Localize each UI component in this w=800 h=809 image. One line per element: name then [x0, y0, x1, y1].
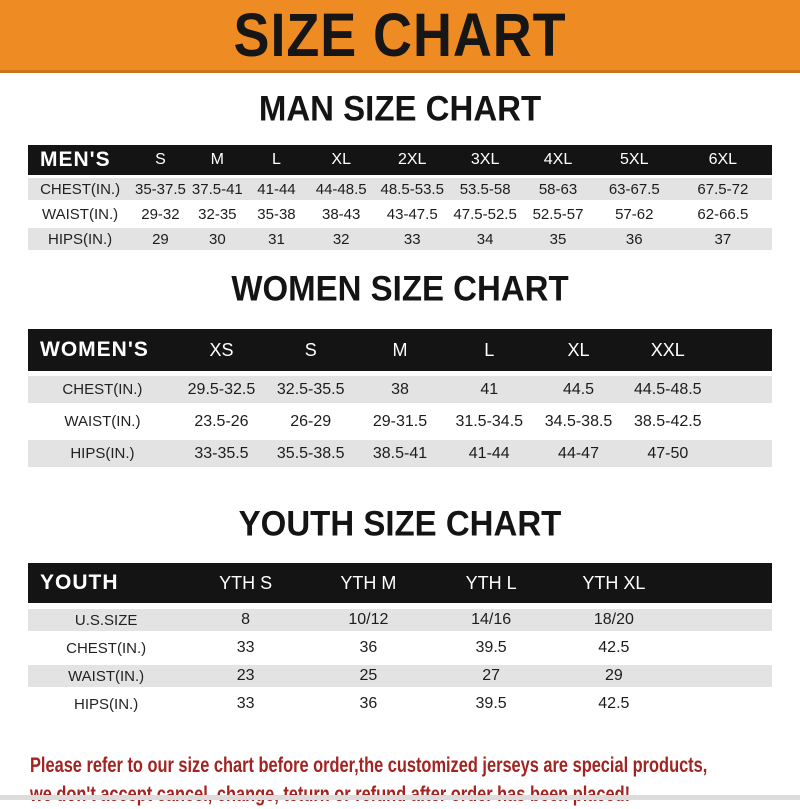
empty-cell [675, 637, 772, 659]
men-column-header-6xl: 6XL [674, 145, 772, 175]
cell: 32 [307, 228, 375, 250]
cell: 43-47.5 [375, 203, 449, 225]
cell: 58-63 [521, 178, 595, 200]
men-hips-row [28, 228, 772, 250]
cell: 53.5-58 [449, 178, 521, 200]
cell: 47-50 [623, 440, 712, 467]
youth-section [0, 505, 800, 721]
men-column-header-s: S [132, 145, 189, 175]
men-column-header-l: L [246, 145, 307, 175]
cell: 44.5 [534, 376, 623, 403]
cell: 35.5-38.5 [266, 440, 355, 467]
cell: 35-37.5 [132, 178, 189, 200]
cell: 47.5-52.5 [449, 203, 521, 225]
men-waist-row [28, 203, 772, 225]
footer-line-1: Please refer to our size chart before order,the customized jerseys are special products, [30, 754, 708, 777]
youth-size-table [28, 557, 772, 721]
empty-header-cell [675, 563, 772, 603]
empty-cell [712, 376, 772, 403]
cell: 29 [552, 665, 675, 687]
cell: 33-35.5 [177, 440, 266, 467]
men-section [0, 90, 800, 253]
cell: 30 [189, 228, 246, 250]
youth-chest-row [28, 637, 772, 659]
women-column-header-l: L [445, 329, 534, 371]
cell: 27 [430, 665, 553, 687]
cell: 34 [449, 228, 521, 250]
cell: 23 [184, 665, 307, 687]
youth-column-header-m: YTH M [307, 563, 430, 603]
women-section-heading: WOMEN SIZE CHART [231, 268, 569, 309]
youth-hips-row [28, 693, 772, 715]
men-column-header-5xl: 5XL [595, 145, 674, 175]
cell: 33 [184, 693, 307, 715]
cell: 29 [132, 228, 189, 250]
cell: 62-66.5 [674, 203, 772, 225]
row-label: HIPS(IN.) [28, 440, 177, 467]
empty-cell [675, 665, 772, 687]
youth-column-header-s: YTH S [184, 563, 307, 603]
cell: 29-31.5 [355, 408, 444, 435]
women-hips-row [28, 440, 772, 467]
cell: 18/20 [552, 609, 675, 631]
men-section-heading: MAN SIZE CHART [258, 88, 542, 129]
cell: 44.5-48.5 [623, 376, 712, 403]
men-column-header-m: M [189, 145, 246, 175]
cell: 67.5-72 [674, 178, 772, 200]
men-column-header-2xl: 2XL [375, 145, 449, 175]
row-label: U.S.SIZE [28, 609, 184, 631]
women-waist-row [28, 408, 772, 435]
cell: 39.5 [430, 693, 553, 715]
empty-cell [675, 609, 772, 631]
cell: 38.5-41 [355, 440, 444, 467]
empty-cell [712, 408, 772, 435]
women-chest-row [28, 376, 772, 403]
youth-ussize-row [28, 609, 772, 631]
youth-section-heading: YOUTH SIZE CHART [238, 503, 562, 544]
men-column-header-3xl: 3XL [449, 145, 521, 175]
row-label: WAIST(IN.) [28, 203, 132, 225]
men-header-row [28, 145, 772, 175]
cell: 10/12 [307, 609, 430, 631]
cell: 44-48.5 [307, 178, 375, 200]
cell: 36 [307, 637, 430, 659]
youth-waist-row [28, 665, 772, 687]
cell: 33 [184, 637, 307, 659]
cell: 35-38 [246, 203, 307, 225]
men-chest-row [28, 178, 772, 200]
cell: 41-44 [246, 178, 307, 200]
size-chart-banner [0, 0, 800, 73]
women-table-title: WOMEN'S [28, 329, 177, 371]
men-table-title: MEN'S [28, 145, 132, 175]
row-label: HIPS(IN.) [28, 228, 132, 250]
cell: 44-47 [534, 440, 623, 467]
cell: 35 [521, 228, 595, 250]
bottom-strip [0, 795, 800, 800]
cell: 37 [674, 228, 772, 250]
women-size-table [28, 324, 772, 472]
row-label: WAIST(IN.) [28, 665, 184, 687]
cell: 8 [184, 609, 307, 631]
men-column-header-4xl: 4XL [521, 145, 595, 175]
row-label: WAIST(IN.) [28, 408, 177, 435]
cell: 33 [375, 228, 449, 250]
men-size-table [28, 142, 772, 253]
row-label: CHEST(IN.) [28, 637, 184, 659]
cell: 52.5-57 [521, 203, 595, 225]
cell: 57-62 [595, 203, 674, 225]
cell: 32-35 [189, 203, 246, 225]
men-column-header-xl: XL [307, 145, 375, 175]
women-column-header-s: S [266, 329, 355, 371]
cell: 63-67.5 [595, 178, 674, 200]
empty-header-cell [712, 329, 772, 371]
women-header-row [28, 329, 772, 371]
cell: 42.5 [552, 637, 675, 659]
cell: 14/16 [430, 609, 553, 631]
cell: 23.5-26 [177, 408, 266, 435]
cell: 38 [355, 376, 444, 403]
empty-cell [712, 440, 772, 467]
cell: 25 [307, 665, 430, 687]
youth-column-header-xl: YTH XL [552, 563, 675, 603]
row-label: CHEST(IN.) [28, 178, 132, 200]
women-column-header-xxl: XXL [623, 329, 712, 371]
youth-column-header-l: YTH L [430, 563, 553, 603]
cell: 32.5-35.5 [266, 376, 355, 403]
cell: 34.5-38.5 [534, 408, 623, 435]
cell: 39.5 [430, 637, 553, 659]
youth-table-title: YOUTH [28, 563, 184, 603]
women-column-header-xs: XS [177, 329, 266, 371]
cell: 26-29 [266, 408, 355, 435]
women-column-header-xl: XL [534, 329, 623, 371]
women-section [0, 270, 800, 472]
cell: 31.5-34.5 [445, 408, 534, 435]
cell: 29.5-32.5 [177, 376, 266, 403]
cell: 42.5 [552, 693, 675, 715]
empty-cell [675, 693, 772, 715]
row-label: CHEST(IN.) [28, 376, 177, 403]
footer-note [30, 751, 800, 809]
cell: 29-32 [132, 203, 189, 225]
cell: 31 [246, 228, 307, 250]
cell: 36 [595, 228, 674, 250]
cell: 38.5-42.5 [623, 408, 712, 435]
banner-title: SIZE CHART [233, 0, 567, 70]
cell: 41-44 [445, 440, 534, 467]
row-label: HIPS(IN.) [28, 693, 184, 715]
cell: 41 [445, 376, 534, 403]
cell: 37.5-41 [189, 178, 246, 200]
youth-header-row [28, 563, 772, 603]
women-column-header-m: M [355, 329, 444, 371]
cell: 38-43 [307, 203, 375, 225]
cell: 36 [307, 693, 430, 715]
cell: 48.5-53.5 [375, 178, 449, 200]
